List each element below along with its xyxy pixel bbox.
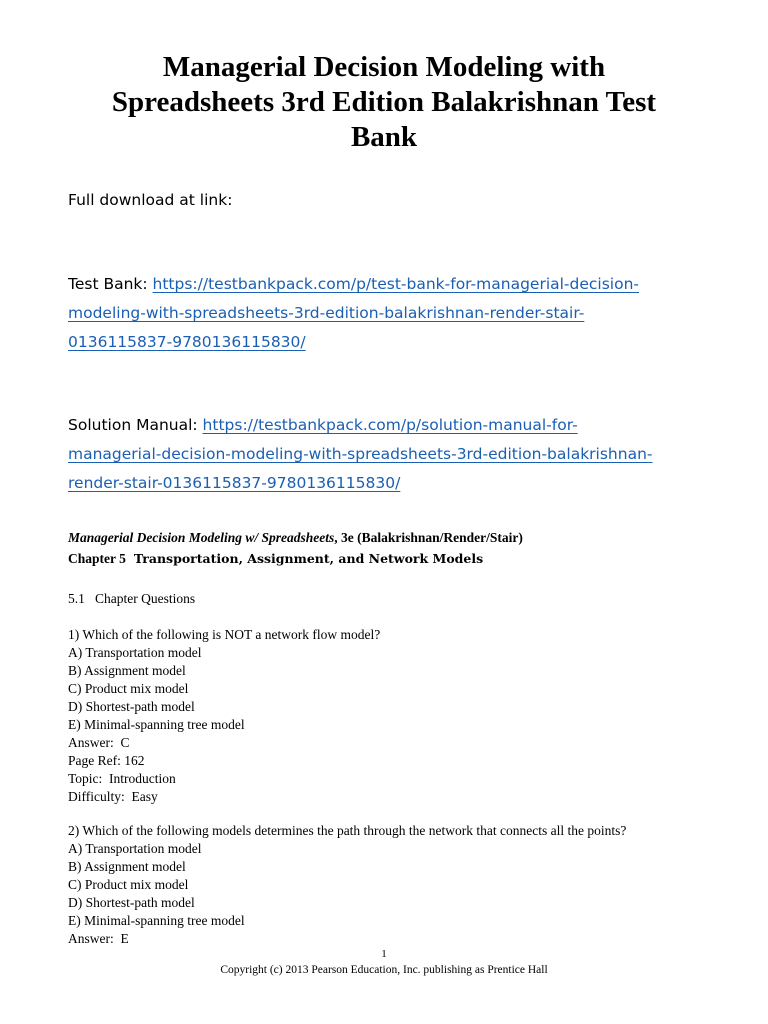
- answer-option: E) Minimal-spanning tree model: [68, 913, 245, 928]
- answer-line: Answer: C: [68, 735, 130, 750]
- solution-manual-label: Solution Manual:: [68, 416, 203, 434]
- book-title: Managerial Decision Modeling w/ Spreadsheets: [68, 530, 335, 545]
- page-ref-line: Page Ref: 162: [68, 753, 145, 768]
- page-number: 1: [381, 948, 387, 960]
- answer-option: C) Product mix model: [68, 877, 189, 892]
- answer-option: A) Transportation model: [68, 841, 202, 856]
- title-line: Spreadsheets 3rd Edition Balakrishnan Test: [111, 86, 657, 118]
- copyright-footer: Copyright (c) 2013 Pearson Education, Inc. publishing as Prentice Hall: [220, 964, 548, 976]
- answer-option: C) Product mix model: [68, 681, 189, 696]
- difficulty-line: Difficulty: Easy: [68, 789, 158, 804]
- chapter-label: Chapter 5: [68, 551, 126, 566]
- solution-manual-link[interactable]: render-stair-0136115837-9780136115830/: [68, 474, 401, 492]
- test-bank-block: [68, 270, 708, 357]
- solution-manual-block: [68, 411, 708, 498]
- section-heading: 5.1 Chapter Questions: [68, 591, 196, 606]
- solution-manual-link[interactable]: https://testbankpack.com/p/solution-manual-for-: [202, 416, 578, 434]
- question-line: 1) Which of the following is NOT a network flow model?: [68, 627, 381, 642]
- topic-line: Topic: Introduction: [68, 771, 176, 786]
- book-edition: , 3e (Balakrishnan/Render/Stair): [334, 530, 523, 545]
- solution-manual-link[interactable]: managerial-decision-modeling-with-spreadsheets-3rd-edition-balakrishnan-: [68, 445, 653, 463]
- test-bank-link[interactable]: https://testbankpack.com/p/test-bank-for-managerial-decision-: [152, 275, 640, 293]
- test-bank-link[interactable]: modeling-with-spreadsheets-3rd-edition-balakrishnan-render-stair-: [68, 304, 585, 322]
- question-block: [68, 626, 380, 806]
- test-bank-link[interactable]: 0136115837-9780136115830/: [68, 333, 306, 351]
- book-header: [68, 530, 523, 546]
- answer-option: E) Minimal-spanning tree model: [68, 717, 245, 732]
- answer-option: B) Assignment model: [68, 859, 186, 874]
- question-line: 2) Which of the following models determines the path through the network that connects all the points?: [68, 823, 627, 838]
- chapter-heading: [68, 550, 483, 568]
- question-block: [68, 822, 626, 948]
- full-download-text: Full download at link:: [68, 191, 233, 209]
- answer-option: A) Transportation model: [68, 645, 202, 660]
- title-line: Bank: [350, 121, 418, 153]
- answer-option: D) Shortest-path model: [68, 895, 195, 910]
- chapter-title: Transportation, Assignment, and Network Models: [133, 551, 484, 566]
- test-bank-label: Test Bank:: [68, 275, 153, 293]
- title-line: Managerial Decision Modeling with: [162, 51, 606, 83]
- answer-option: D) Shortest-path model: [68, 699, 195, 714]
- answer-line: Answer: E: [68, 931, 129, 946]
- answer-option: B) Assignment model: [68, 663, 186, 678]
- document-title: [60, 50, 708, 155]
